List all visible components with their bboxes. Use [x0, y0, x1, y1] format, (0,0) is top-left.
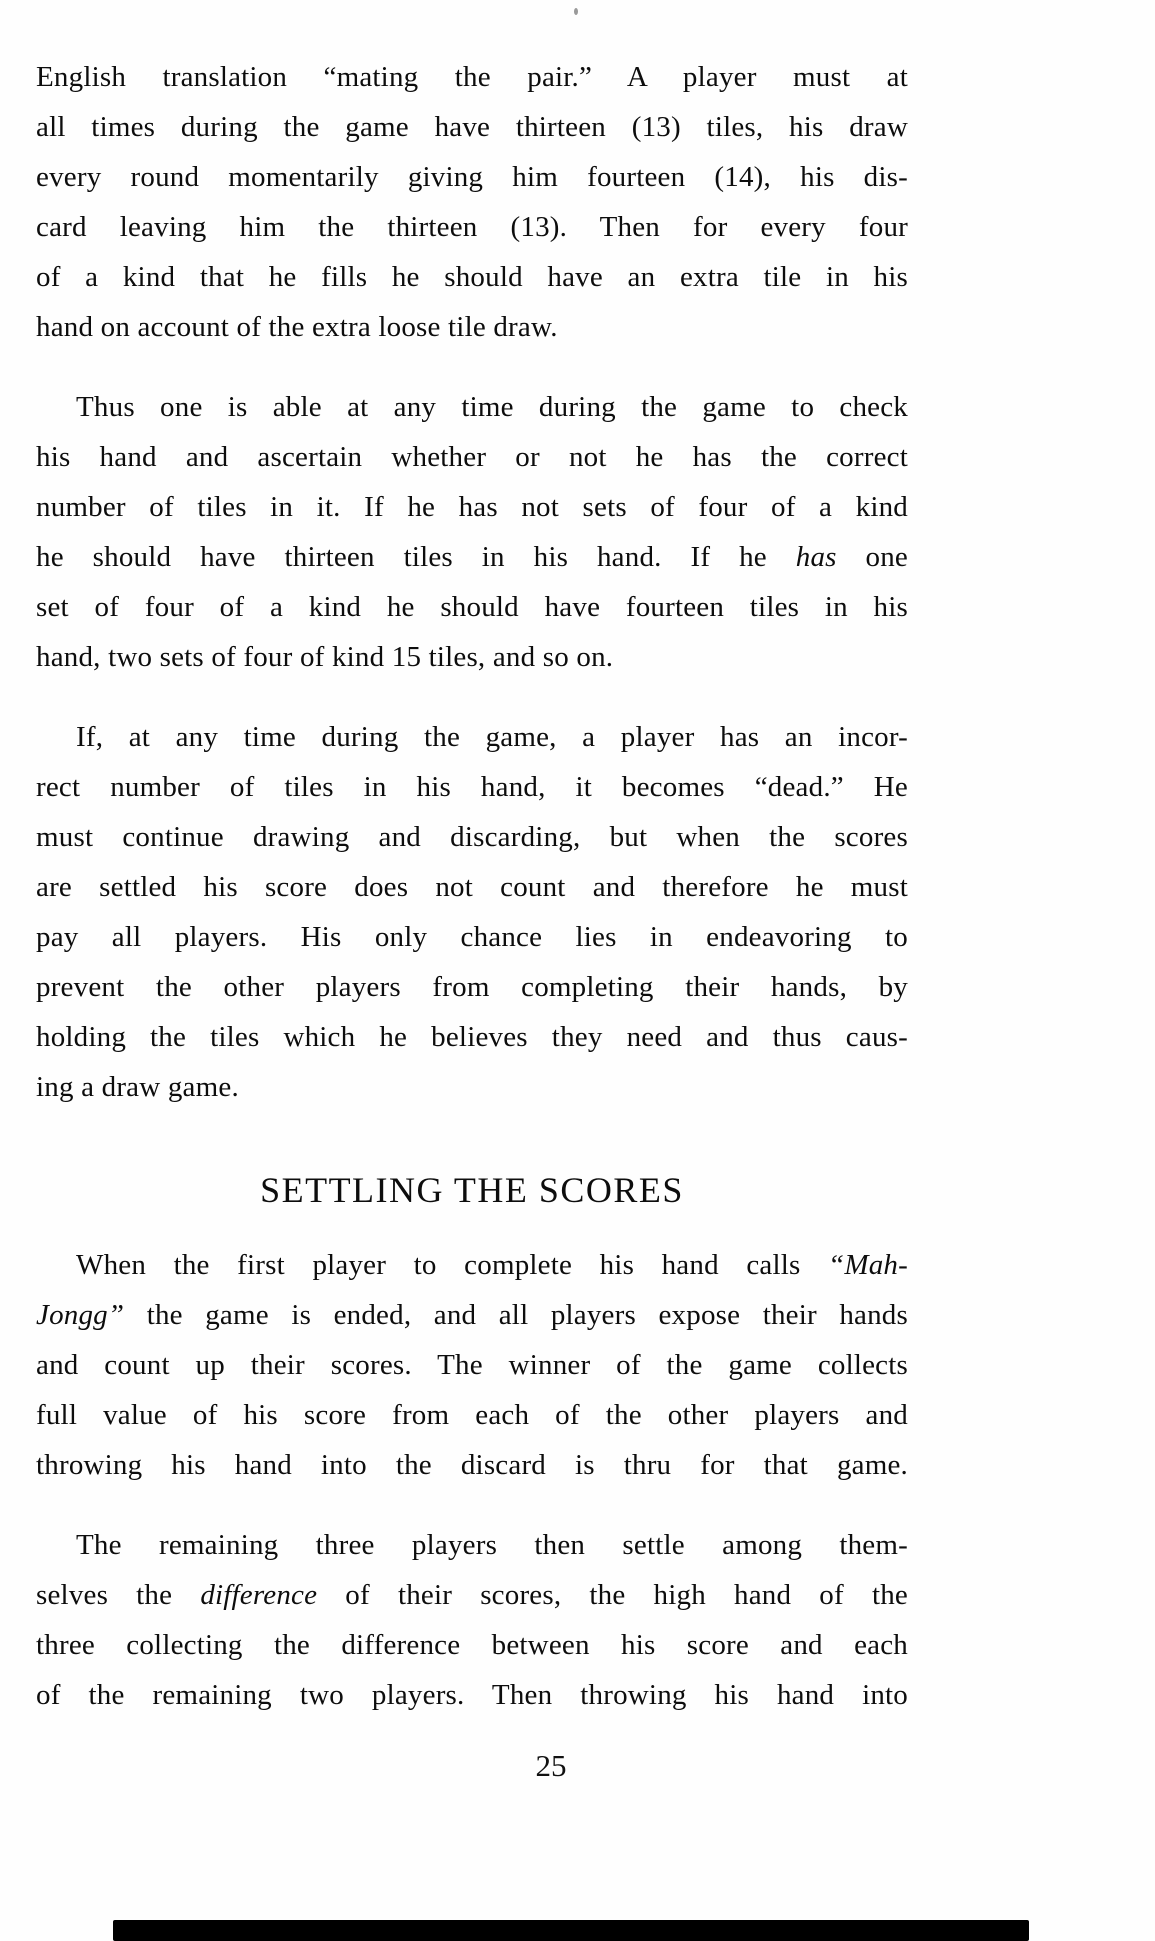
text-line: Jongg” the game is ended, and all players expose their hands	[36, 1299, 908, 1331]
text-line: three collecting the difference between his score and each	[36, 1629, 908, 1661]
text-line: card leaving him the thirteen (13). Then for every four	[36, 211, 908, 243]
text-line: his hand and ascertain whether or not he has the correct	[36, 441, 908, 473]
text-line: of a kind that he fills he should have an extra tile in his	[36, 261, 908, 293]
text-line: pay all players. His only chance lies in endeavoring to	[36, 921, 908, 953]
paragraph	[36, 1240, 908, 1490]
text-line: hand on account of the extra loose tile draw.	[36, 311, 558, 343]
text-line: and count up their scores. The winner of the game collects	[36, 1349, 908, 1381]
text-line: set of four of a kind he should have fourteen tiles in his	[36, 591, 908, 623]
paragraph	[36, 1520, 908, 1720]
text-line: number of tiles in it. If he has not sets of four of a kind	[36, 491, 908, 523]
text-line: hand, two sets of four of kind 15 tiles, and so on.	[36, 641, 614, 673]
paragraph	[36, 52, 908, 352]
text-line: The remaining three players then settle among them-	[76, 1529, 908, 1561]
page-number: 25	[535, 1748, 567, 1783]
text-line: all times during the game have thirteen (13) tiles, his draw	[36, 111, 908, 143]
text-line: English translation “mating the pair.” A player must at	[36, 61, 908, 93]
text-line: selves the difference of their scores, the high hand of the	[36, 1579, 908, 1611]
text-line: holding the tiles which he believes they need and thus caus-	[36, 1021, 908, 1053]
text-line: of the remaining two players. Then throwing his hand into	[36, 1679, 908, 1711]
text-line: rect number of tiles in his hand, it becomes “dead.” He	[36, 771, 908, 803]
text-line: Thus one is able at any time during the game to check	[76, 391, 908, 423]
text-line: are settled his score does not count and therefore he must	[36, 871, 908, 903]
text-line: every round momentarily giving him fourteen (14), his dis-	[36, 161, 908, 193]
scan-speck-artifact	[574, 8, 578, 15]
body-text-before-heading	[36, 52, 908, 1112]
section-heading: SETTLING THE SCORES	[260, 1170, 684, 1210]
paragraph	[36, 712, 908, 1112]
scan-artifact-bottom-bar	[113, 1920, 1029, 1941]
text-line: If, at any time during the game, a player has an incor-	[76, 721, 908, 753]
text-line: full value of his score from each of the other players and	[36, 1399, 908, 1431]
text-line: ing a draw game.	[36, 1071, 239, 1103]
paragraph	[36, 382, 908, 682]
text-column	[36, 52, 908, 1720]
text-line: prevent the other players from completing their hands, by	[36, 971, 908, 1003]
text-line: When the first player to complete his hand calls “Mah-	[76, 1249, 908, 1281]
text-line: must continue drawing and discarding, but when the scores	[36, 821, 908, 853]
text-line: throwing his hand into the discard is thru for that game.	[36, 1449, 908, 1481]
text-line: he should have thirteen tiles in his hand. If he has one	[36, 541, 908, 573]
body-text-after-heading	[36, 1240, 908, 1720]
